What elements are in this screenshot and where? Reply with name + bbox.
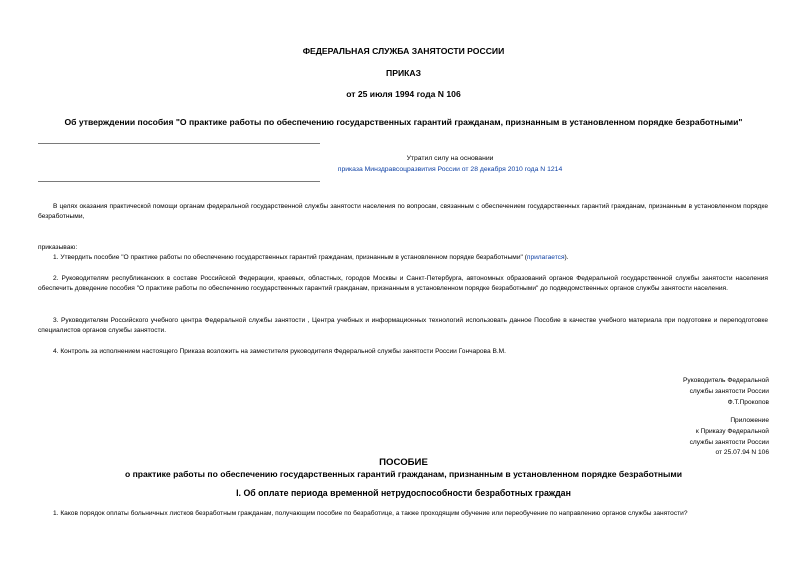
divider-top bbox=[38, 143, 320, 144]
appendix-line-2: к Приказу Федеральной bbox=[695, 427, 769, 435]
order-item-3: 3. Руководителям Российского учебного центра Федеральной службы занятости , Центра учебных и информационных технологий использовать данное Пособие в качестве учебного материала при подготовке и переподготовке специалистов органов службы занятости. bbox=[38, 317, 768, 335]
order-word: приказываю: bbox=[38, 244, 78, 251]
order-item-4: 4. Контроль за исполнением настоящего Приказа возложить на заместителя руководителя Федеральной службы занятости России Гончарова В.М. bbox=[53, 348, 507, 355]
appendix-block bbox=[690, 416, 769, 459]
order-item-1-end: ). bbox=[564, 254, 569, 261]
doc-date: от 25 июля 1994 года N 106 bbox=[346, 89, 461, 99]
question-1: 1. Каков порядок оплаты больничных листков безработным гражданам, получающим пособие по безработице, а также проходящим обучение или переобучение по направлению органов службы занятости? bbox=[53, 510, 688, 517]
signature-line-3: Ф.Т.Прокопов bbox=[727, 398, 769, 406]
section-heading: I. Об оплате периода временной нетрудоспособности безработных граждан bbox=[236, 488, 571, 498]
lost-force-link[interactable]: приказа Минздравсоцразвития России от 28 декабря 2010 года N 1214 bbox=[337, 166, 563, 173]
signature-line-1: Руководитель Федеральной bbox=[683, 377, 769, 384]
attachment-link[interactable]: прилагается bbox=[526, 254, 565, 261]
signature-line-2: службы занятости России bbox=[689, 387, 769, 395]
order-item-1-text: 1. Утвердить пособие "О практике работы по обеспечению государственных гарантий гражданам, признанным в установленном порядке безработными" ( bbox=[53, 254, 527, 261]
appendix-line-4: от 25.07.94 N 106 bbox=[715, 449, 769, 457]
order-item-2: 2. Руководителям республиканских в составе Российской Федерации, краевых, областных, городов Москвы и Санкт-Петербурга, автономных образований органов Федеральной государственной службы занятости населения обеспечить доведение пособия "О практике работы по обеспечению государственных гарантий гражданам, признанным в установленном порядке безработными" до подведомственных органов службы занятости населения. bbox=[38, 275, 768, 293]
doc-type: ПРИКАЗ bbox=[386, 68, 421, 78]
lost-force-text: Утратил силу на основании bbox=[406, 155, 494, 162]
intro-paragraph: В целях оказания практической помощи органам федеральной государственной службы занятости населения по вопросам, связанным с обеспечением государственных гарантий гражданам, признанным в установленном порядке безработными, bbox=[38, 203, 768, 221]
doc-title: Об утверждении пособия "О практике работы по обеспечению государственных гарантий гражданам, признанным в установленном порядке безработными" bbox=[64, 117, 743, 127]
divider-bottom bbox=[38, 181, 320, 182]
signature-block bbox=[683, 376, 769, 408]
appendix-line-3: службы занятости России bbox=[689, 438, 769, 446]
appendix-line-1: Приложение bbox=[730, 417, 769, 424]
order-item-1 bbox=[38, 253, 768, 263]
manual-subtitle: о практике работы по обеспечению государственных гарантий гражданам, признанным в установленном порядке безработными bbox=[124, 469, 683, 479]
manual-heading: ПОСОБИЕ bbox=[379, 457, 428, 468]
agency-name: ФЕДЕРАЛЬНАЯ СЛУЖБА ЗАНЯТОСТИ РОССИИ bbox=[302, 46, 505, 56]
